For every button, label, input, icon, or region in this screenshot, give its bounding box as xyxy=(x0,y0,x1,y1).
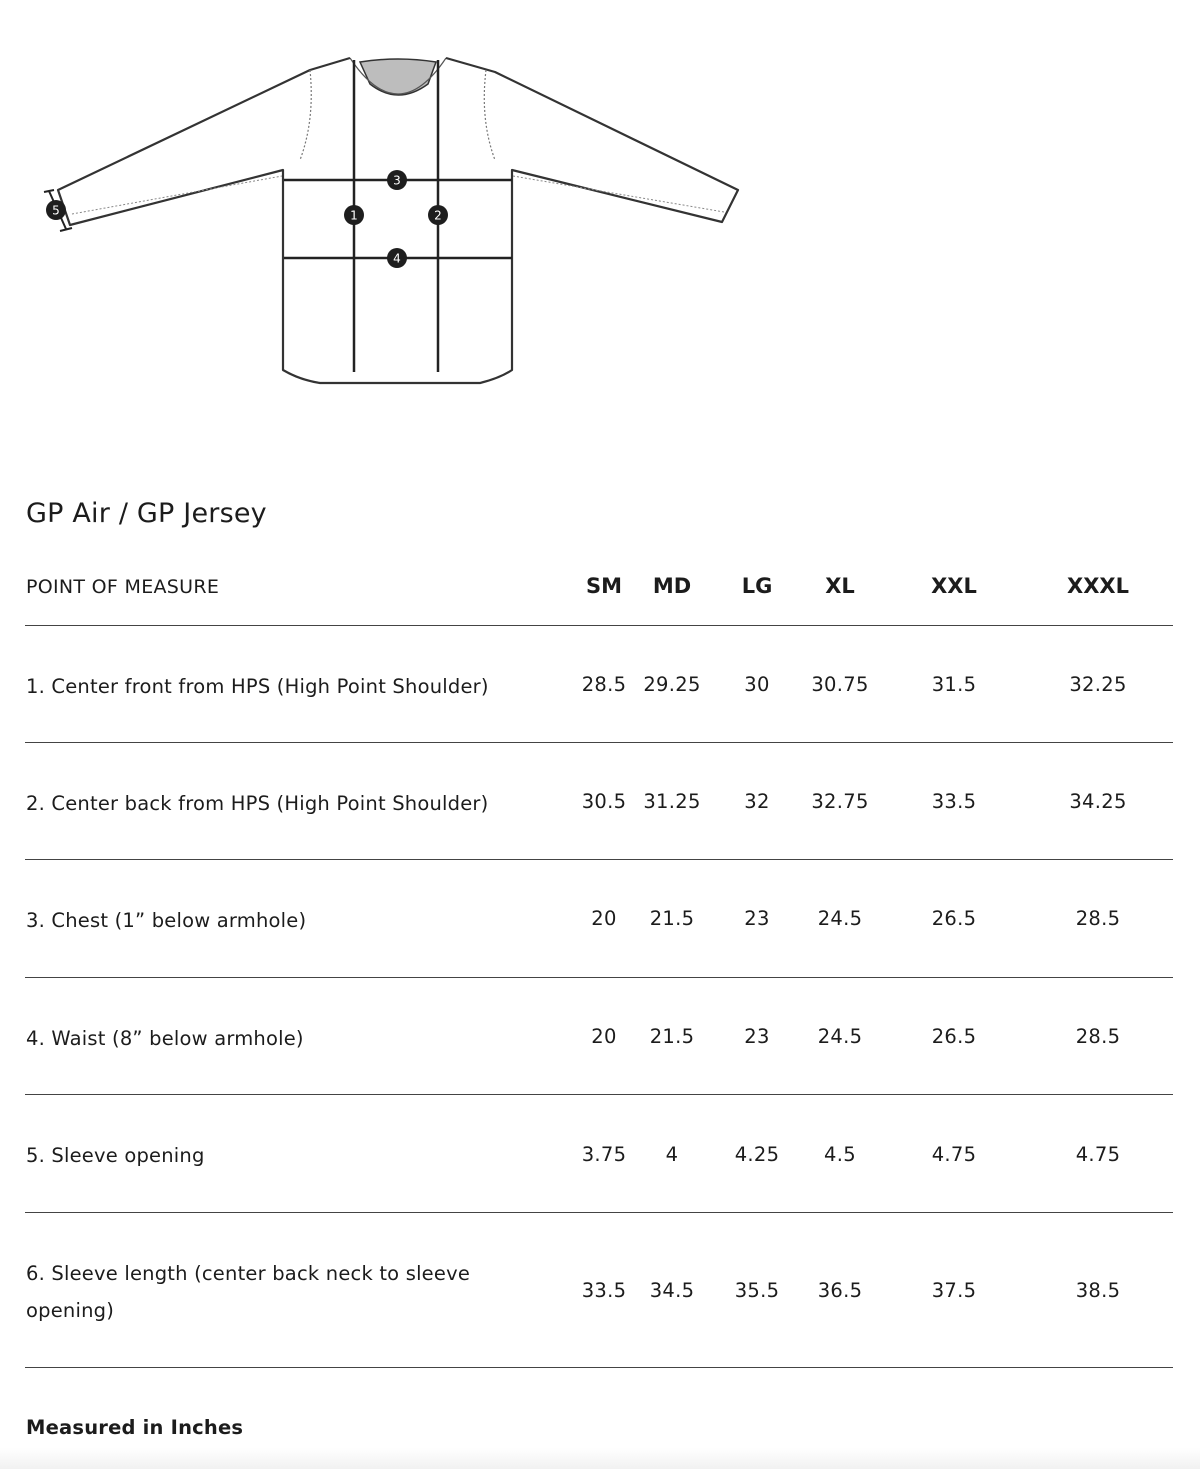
right-cuff-stitch xyxy=(513,176,724,212)
table-cell: 36.5 xyxy=(817,1279,863,1302)
marker-2-label: 2 xyxy=(434,208,442,223)
marker-2 xyxy=(428,205,448,225)
table-cell: 30.75 xyxy=(811,673,869,696)
left-sleeve-seam xyxy=(300,70,311,160)
table-cell: 33.5 xyxy=(581,1279,627,1302)
table-cell: 30 xyxy=(744,673,770,696)
size-header-lg: LG xyxy=(741,574,773,598)
row-label-waist: 4. Waist (8” below armhole) xyxy=(26,1027,304,1050)
table-title: GP Air / GP Jersey xyxy=(26,498,267,529)
table-cell: 34.5 xyxy=(649,1279,695,1302)
table-cell: 30.5 xyxy=(581,790,627,813)
size-header-md: MD xyxy=(652,574,692,598)
row-label-chest: 3. Chest (1” below armhole) xyxy=(26,909,307,932)
marker-3-label: 3 xyxy=(393,173,401,188)
table-cell: 31.25 xyxy=(643,790,701,813)
table-cell: 26.5 xyxy=(931,1025,977,1048)
row-label-center-back: 2. Center back from HPS (High Point Shoulder) xyxy=(26,792,489,815)
table-cell: 28.5 xyxy=(1075,1025,1121,1048)
table-divider xyxy=(25,742,1173,743)
table-cell: 3.75 xyxy=(581,1143,627,1166)
table-divider xyxy=(25,859,1173,860)
table-cell: 20 xyxy=(591,907,617,930)
jersey-outline xyxy=(58,58,738,383)
table-divider xyxy=(25,625,1173,626)
table-cell: 4.75 xyxy=(931,1143,977,1166)
table-cell: 28.5 xyxy=(1075,907,1121,930)
right-sleeve-seam xyxy=(484,70,495,160)
units-note: Measured in Inches xyxy=(26,1416,244,1439)
table-cell: 34.25 xyxy=(1069,790,1127,813)
table-cell: 20 xyxy=(591,1025,617,1048)
size-header-xxl: XXL xyxy=(931,574,977,598)
marker-5-label: 5 xyxy=(52,203,60,218)
table-cell: 32 xyxy=(744,790,770,813)
table-cell: 35.5 xyxy=(734,1279,780,1302)
table-cell: 32.75 xyxy=(811,790,869,813)
table-cell: 4.25 xyxy=(734,1143,780,1166)
table-cell: 37.5 xyxy=(931,1279,977,1302)
marker-4-label: 4 xyxy=(393,251,401,266)
table-cell: 4 xyxy=(665,1143,679,1166)
row-label-center-front: 1. Center front from HPS (High Point Shoulder) xyxy=(26,675,489,698)
collar-shape xyxy=(360,59,436,95)
table-divider xyxy=(25,1094,1173,1095)
table-cell: 29.25 xyxy=(643,673,701,696)
marker-3 xyxy=(387,170,407,190)
jersey-measurement-diagram xyxy=(0,0,760,400)
table-divider xyxy=(25,1367,1173,1368)
bottom-shade xyxy=(0,1448,1200,1469)
left-cuff-stitch xyxy=(72,176,282,214)
marker-5 xyxy=(46,200,66,220)
table-divider xyxy=(25,1212,1173,1213)
table-cell: 31.5 xyxy=(931,673,977,696)
marker-1 xyxy=(344,205,364,225)
table-cell: 23 xyxy=(744,1025,770,1048)
table-cell: 24.5 xyxy=(817,1025,863,1048)
table-cell: 21.5 xyxy=(649,907,695,930)
marker-4 xyxy=(387,248,407,268)
size-header-xl: XL xyxy=(825,574,855,598)
row-label-sleeve-opening: 5. Sleeve opening xyxy=(26,1144,205,1167)
marker-1-label: 1 xyxy=(350,208,358,223)
table-cell: 38.5 xyxy=(1075,1279,1121,1302)
size-header-sm: SM xyxy=(585,574,623,598)
row-label-sleeve-length: 6. Sleeve length (center back neck to sleeve opening) xyxy=(26,1262,471,1322)
size-header-xxxl: XXXL xyxy=(1067,574,1129,598)
table-cell: 23 xyxy=(744,907,770,930)
table-cell: 21.5 xyxy=(649,1025,695,1048)
table-cell: 32.25 xyxy=(1069,673,1127,696)
point-of-measure-header: POINT OF MEASURE xyxy=(26,576,220,598)
table-divider xyxy=(25,977,1173,978)
table-cell: 24.5 xyxy=(817,907,863,930)
table-cell: 26.5 xyxy=(931,907,977,930)
table-cell: 4.5 xyxy=(824,1143,856,1166)
table-cell: 4.75 xyxy=(1075,1143,1121,1166)
table-cell: 33.5 xyxy=(931,790,977,813)
table-cell: 28.5 xyxy=(581,673,627,696)
